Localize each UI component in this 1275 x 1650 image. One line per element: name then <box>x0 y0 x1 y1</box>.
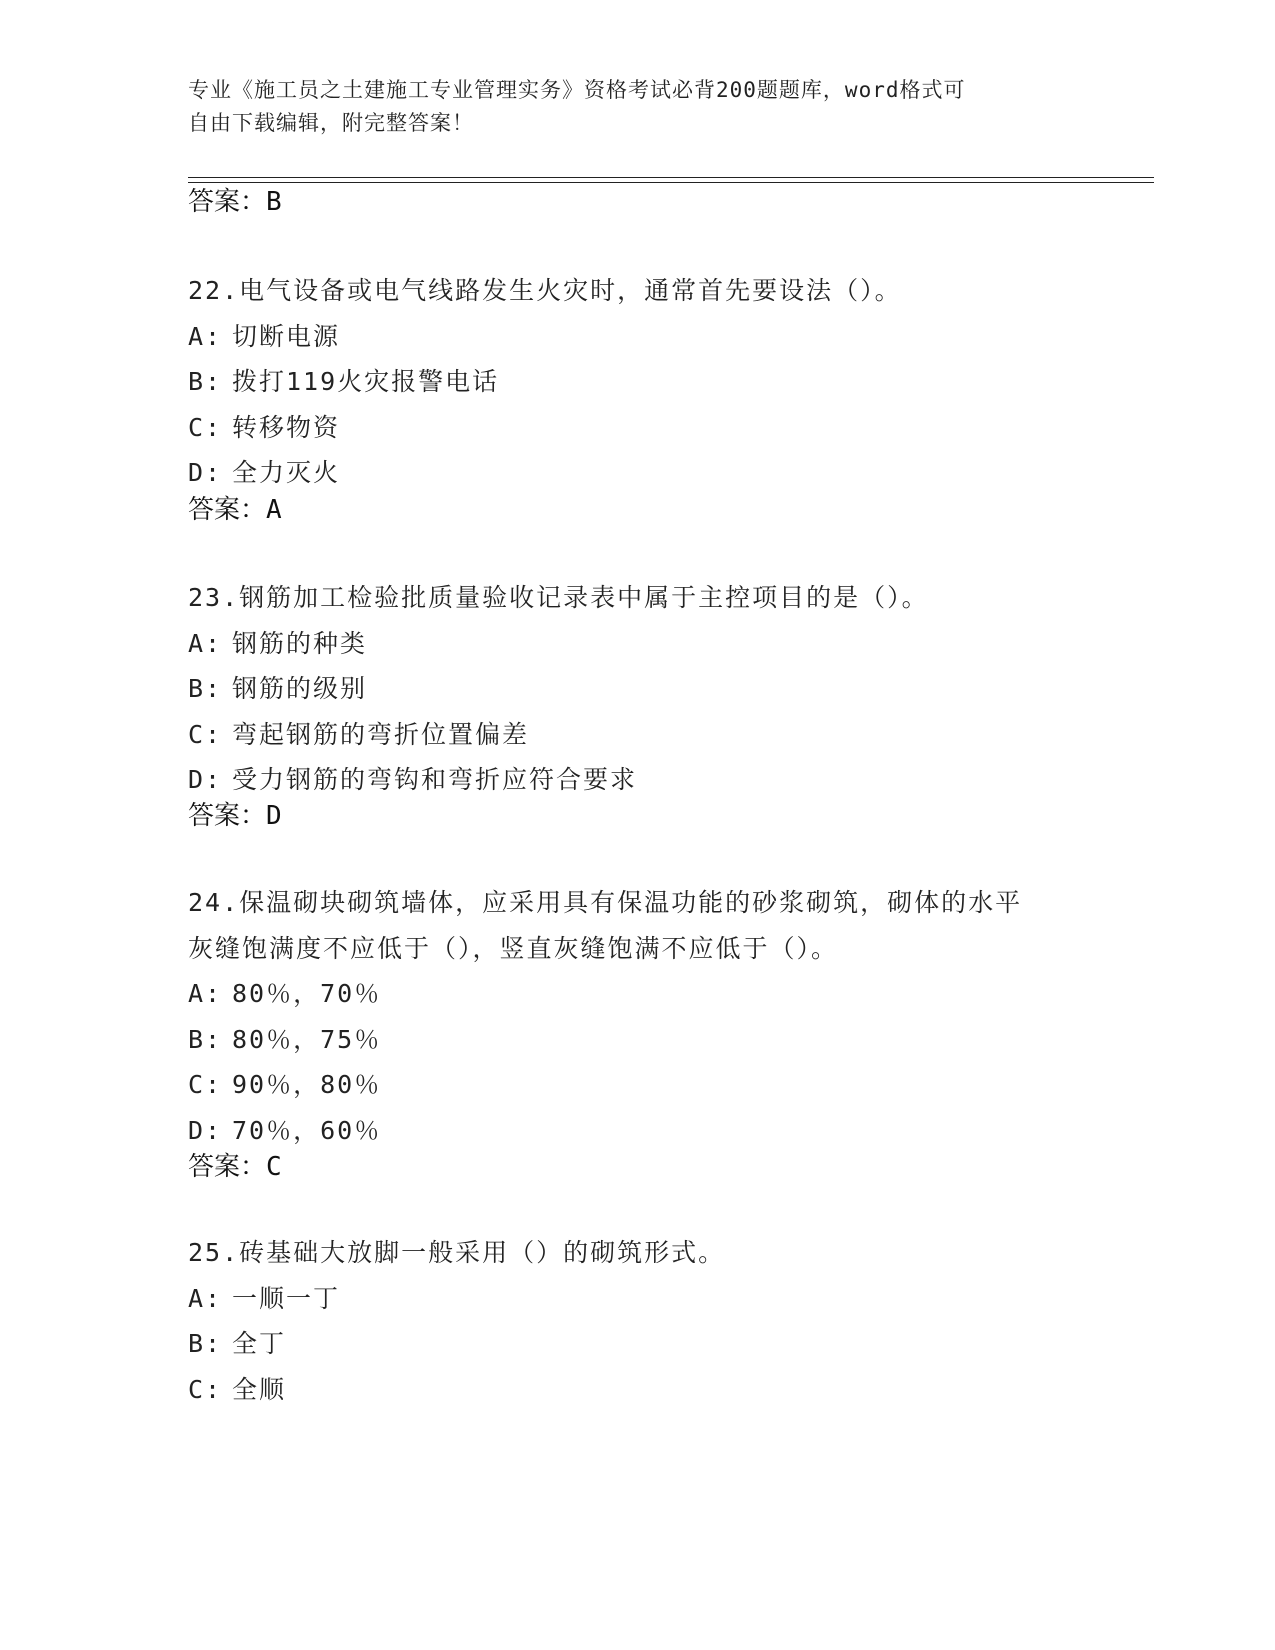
option-text: 受力钢筋的弯钩和弯折应符合要求 <box>232 765 638 794</box>
option-a <box>188 971 1088 1017</box>
option-b <box>188 666 1088 712</box>
option-text: 切断电源 <box>232 321 341 351</box>
option-b <box>188 359 1088 405</box>
option-key: B: <box>188 1024 223 1054</box>
option-a <box>188 621 1088 667</box>
option-key: A: <box>188 628 223 658</box>
option-key: C: <box>188 719 223 749</box>
question-22 <box>188 268 1088 496</box>
question-stem-line-1: 24.保温砌块砌筑墙体，应采用具有保温功能的砂浆砌筑，砌体的水平 <box>188 888 1023 917</box>
option-c <box>188 1062 1088 1108</box>
option-text: 转移物资 <box>232 412 341 442</box>
answer-line-23 <box>188 800 282 832</box>
option-key: D: <box>188 1115 223 1145</box>
option-d <box>188 757 1088 803</box>
option-key: D: <box>188 458 223 487</box>
question-24 <box>188 880 1088 1153</box>
answer-prefix: 答案： <box>188 187 267 217</box>
option-text: 全丁 <box>232 1329 287 1358</box>
header-divider-bottom <box>188 182 1154 183</box>
question-stem: 23.钢筋加工检验批质量验收记录表中属于主控项目的是（）。 <box>188 583 929 612</box>
header-divider-top <box>188 177 1154 178</box>
option-text: 80％，70％ <box>232 979 382 1008</box>
question-stem: 25.砖基础大放脚一般采用（）的砌筑形式。 <box>188 1238 726 1267</box>
option-key: B: <box>188 367 223 396</box>
option-a <box>188 1276 1088 1322</box>
option-text: 一顺一丁 <box>232 1283 341 1313</box>
header-line-2: 自由下载编辑，附完整答案！ <box>188 111 474 135</box>
question-25 <box>188 1230 1088 1412</box>
option-c <box>188 405 1088 451</box>
answer-value: D <box>266 801 282 831</box>
option-key: C: <box>188 412 223 442</box>
option-key: C: <box>188 1374 223 1404</box>
option-d <box>188 450 1088 496</box>
answer-value: B <box>266 187 282 217</box>
answer-prefix: 答案： <box>188 801 267 831</box>
option-a <box>188 314 1088 360</box>
option-text: 70％，60％ <box>232 1115 382 1145</box>
option-text: 弯起钢筋的弯折位置偏差 <box>232 719 530 749</box>
option-b <box>188 1017 1088 1063</box>
option-key: D: <box>188 765 223 794</box>
option-c <box>188 1367 1088 1413</box>
option-c <box>188 712 1088 758</box>
option-d <box>188 1108 1088 1154</box>
header-line-1: 专业《施工员之土建施工专业管理实务》资格考试必背200题题库，word格式可 <box>188 78 966 102</box>
answer-line-24 <box>188 1151 282 1183</box>
option-text: 90％，80％ <box>232 1070 382 1099</box>
answer-prefix: 答案： <box>188 495 267 525</box>
answer-line-21 <box>188 186 282 218</box>
answer-value: C <box>266 1152 282 1182</box>
option-key: A: <box>188 321 223 351</box>
option-key: A: <box>188 979 223 1008</box>
option-text: 钢筋的种类 <box>232 628 368 658</box>
option-text: 80％，75％ <box>232 1024 382 1054</box>
question-23 <box>188 575 1088 803</box>
option-key: C: <box>188 1070 223 1099</box>
answer-prefix: 答案： <box>188 1152 267 1182</box>
option-text: 拨打119火灾报警电话 <box>232 367 500 396</box>
question-stem: 22.电气设备或电气线路发生火灾时，通常首先要设法（）。 <box>188 276 902 305</box>
answer-line-22 <box>188 494 282 526</box>
option-text: 全顺 <box>232 1374 287 1404</box>
option-key: B: <box>188 1329 223 1358</box>
option-text: 全力灭火 <box>232 458 341 487</box>
option-key: B: <box>188 674 223 703</box>
option-text: 钢筋的级别 <box>232 674 368 703</box>
answer-value: A <box>266 495 282 525</box>
document-header <box>188 74 1068 140</box>
option-b <box>188 1321 1088 1367</box>
option-key: A: <box>188 1283 223 1313</box>
question-stem-line-2: 灰缝饱满度不应低于（），竖直灰缝饱满不应低于（）。 <box>188 933 839 963</box>
